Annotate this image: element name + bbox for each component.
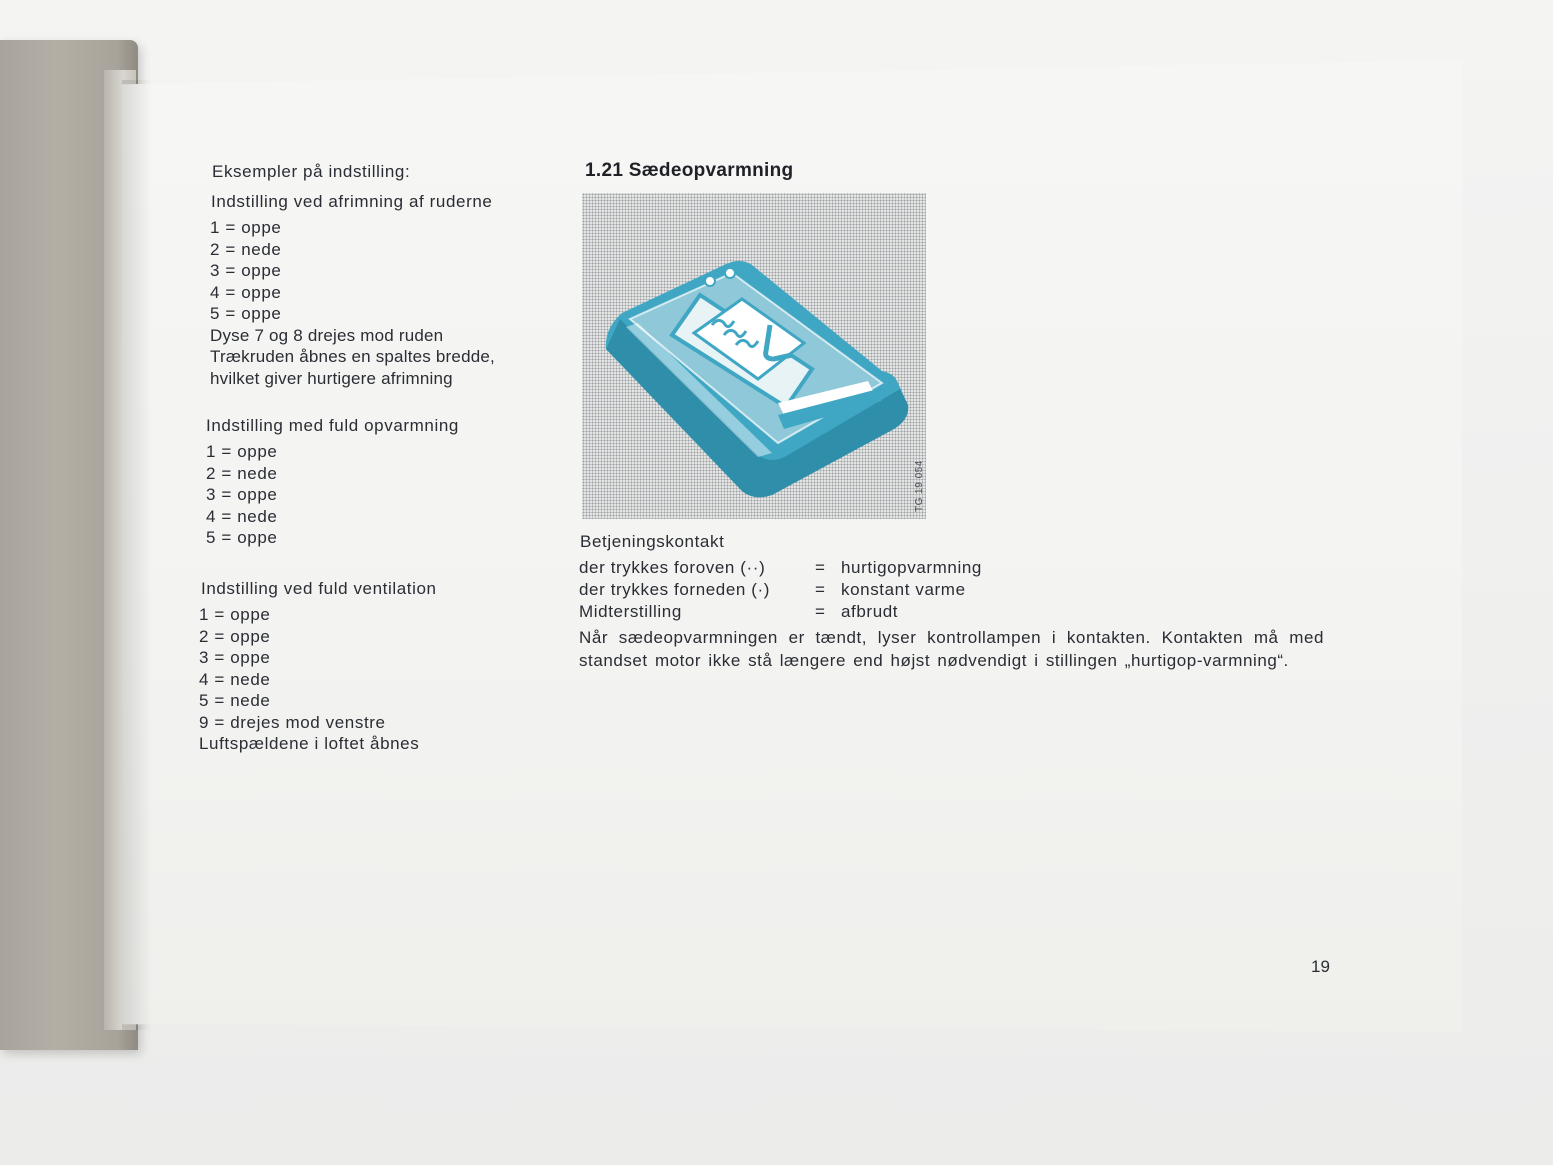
control-equals: =	[815, 580, 826, 599]
note-line: Trækruden åbnes en spaltes bredde,	[210, 347, 495, 366]
body-paragraph: Når sædeopvarmningen er tændt, lyser kontrollampen i kontakten. Kontakten må med standset motor ikke stå længere end højst nødvendigt i stillingen „hurtigop-varmning“.	[579, 628, 1324, 670]
list-item: 4 = oppe	[210, 282, 282, 302]
page-gutter-shadow	[122, 80, 152, 1030]
control-value: hurtigopvarmning	[841, 558, 982, 577]
list-item: 2 = nede	[210, 239, 282, 259]
list-item: 2 = nede	[206, 463, 278, 483]
figure-caption: Betjeningskontakt	[580, 532, 725, 551]
list-item: 1 = oppe	[210, 218, 282, 237]
note-line: hvilket giver hurtigere afrimning	[210, 368, 453, 388]
control-equals: =	[815, 602, 826, 621]
list-item: 9 = drejes mod venstre	[199, 712, 386, 732]
list-item: 5 = oppe	[206, 528, 278, 547]
control-value: afbrudt	[841, 602, 899, 621]
note-line: Dyse 7 og 8 drejes mod ruden	[210, 325, 444, 345]
seat-heating-switch-illustration	[582, 193, 926, 519]
control-label: der trykkes foroven (··)	[579, 558, 766, 577]
section-heating-title: Indstilling med fuld opvarmning	[206, 416, 459, 435]
switch-drawing	[582, 193, 926, 519]
list-item: 2 = oppe	[199, 626, 271, 646]
list-item: 5 = oppe	[210, 304, 282, 323]
control-label: der trykkes forneden (·)	[579, 580, 771, 599]
section-ventilation-title: Indstilling ved fuld ventilation	[201, 579, 437, 598]
control-equals: =	[815, 558, 826, 577]
section-defrost-title: Indstilling ved afrimning af ruderne	[211, 192, 493, 211]
section-heading: 1.21 Sædeopvarmning	[585, 160, 794, 181]
list-item: 3 = oppe	[206, 485, 278, 504]
examples-intro: Eksempler på indstilling:	[212, 162, 411, 181]
section-ventilation-list	[199, 604, 419, 755]
control-label: Midterstilling	[579, 602, 682, 621]
section-heating-list	[206, 441, 277, 549]
list-item: 3 = oppe	[210, 261, 282, 280]
list-item: 4 = nede	[206, 506, 278, 526]
page-number: 19	[1311, 957, 1330, 976]
section-defrost-list	[210, 217, 495, 389]
list-item: Luftspældene i loftet åbnes	[199, 734, 420, 753]
list-item: 5 = nede	[199, 691, 271, 710]
list-item: 1 = oppe	[206, 442, 278, 461]
list-item: 1 = oppe	[199, 605, 271, 624]
control-value: konstant varme	[841, 580, 966, 599]
list-item: 3 = oppe	[199, 648, 271, 667]
list-item: 4 = nede	[199, 669, 271, 689]
figure-code: TG 19 054	[914, 460, 925, 512]
